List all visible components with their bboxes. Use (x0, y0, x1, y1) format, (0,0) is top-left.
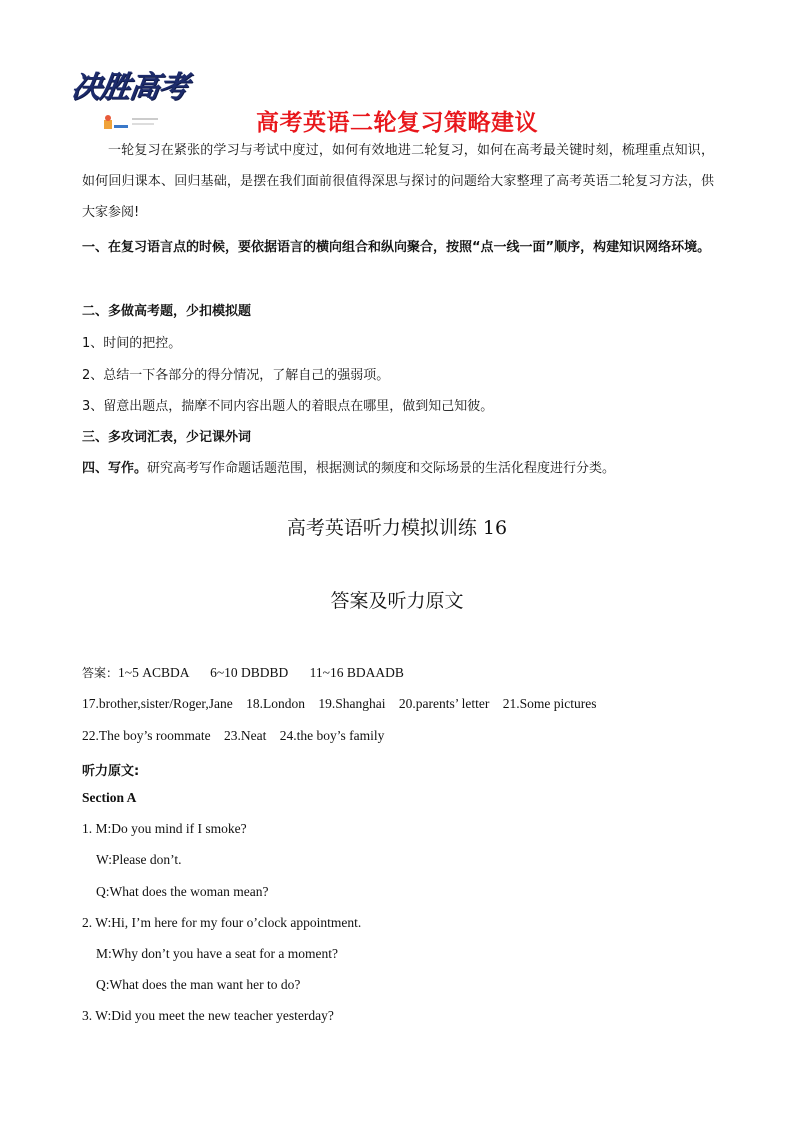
item-2: 2、总结一下各部分的得分情况，了解自己的强弱项。 (82, 368, 390, 383)
transcript-line: W:Please don’t. (96, 852, 182, 867)
answer-item: 24.the boy’s family (279, 728, 385, 743)
answers-line-3 (82, 728, 384, 744)
section-title: 高考英语听力模拟训练 16 (286, 517, 508, 539)
answer-group: 6~10 DBDBD (210, 665, 289, 680)
answer-item: 23.Neat (223, 728, 267, 743)
point-2: 二、多做高考题，少扣模拟题 (82, 304, 252, 319)
transcript-line: Q:What does the woman mean? (96, 884, 269, 899)
answers-label: 答案： (82, 666, 119, 680)
point-3: 三、多攻词汇表，少记课外词 (82, 430, 252, 445)
transcript-line: 2. W:Hi, I’m here for my four o’clock appointment. (82, 915, 362, 930)
transcript-label: 听力原文: (82, 764, 140, 779)
logo-text: 决胜高考 (69, 70, 190, 105)
answers-line-2 (82, 696, 596, 712)
answer-item: 17.brother,sister/Roger,Jane (82, 696, 233, 711)
answer-item: 19.Shanghai (318, 696, 386, 711)
item-3: 3、留意出题点，揣摩不同内容出题人的着眼点在哪里，做到知己知彼。 (82, 399, 494, 414)
main-title: 高考英语二轮复习策略建议 (256, 110, 538, 136)
intro-paragraph: 一轮复习在紧张的学习与考试中度过，如何有效地进二轮复习，如何在高考最关键时刻，梳理重点知识，如何回归课本、回归基础，是摆在我们面前很值得深思与探讨的问题给大家整理了高考英语二轮复习方法，供大家参阅! (82, 143, 714, 220)
point-4 (82, 457, 615, 476)
transcript-line: 1. M:Do you mind if I smoke? (82, 821, 247, 836)
answer-item: 21.Some pictures (502, 696, 597, 711)
point-4-heading: 四、写作。 (82, 461, 148, 476)
section-a-heading: Section A (82, 790, 137, 805)
item-1: 1、时间的把控。 (82, 336, 182, 351)
point-4-text: 研究高考写作命题话题范围，根据测试的频度和交际场景的生活化程度进行分类。 (147, 461, 616, 476)
point-1: 一、在复习语言点的时候，要依据语言的横向组合和纵向聚合，按照“点一线一面”顺序，构建知识网络环境。 (82, 240, 711, 255)
answer-item: 20.parents’ letter (398, 696, 490, 711)
transcript-line: Q:What does the man want her to do? (96, 977, 301, 992)
answer-title: 答案及听力原文 (330, 590, 464, 612)
answer-item: 18.London (246, 696, 306, 711)
answers-line-1 (82, 664, 404, 681)
answer-group: 11~16 BDAADB (309, 665, 404, 680)
transcript-line: 3. W:Did you meet the new teacher yesterday? (82, 1008, 334, 1023)
answer-item: 22.The boy’s roommate (82, 728, 211, 743)
transcript-line: M:Why don’t you have a seat for a moment? (96, 946, 338, 961)
answer-group: 1~5 ACBDA (118, 665, 189, 680)
